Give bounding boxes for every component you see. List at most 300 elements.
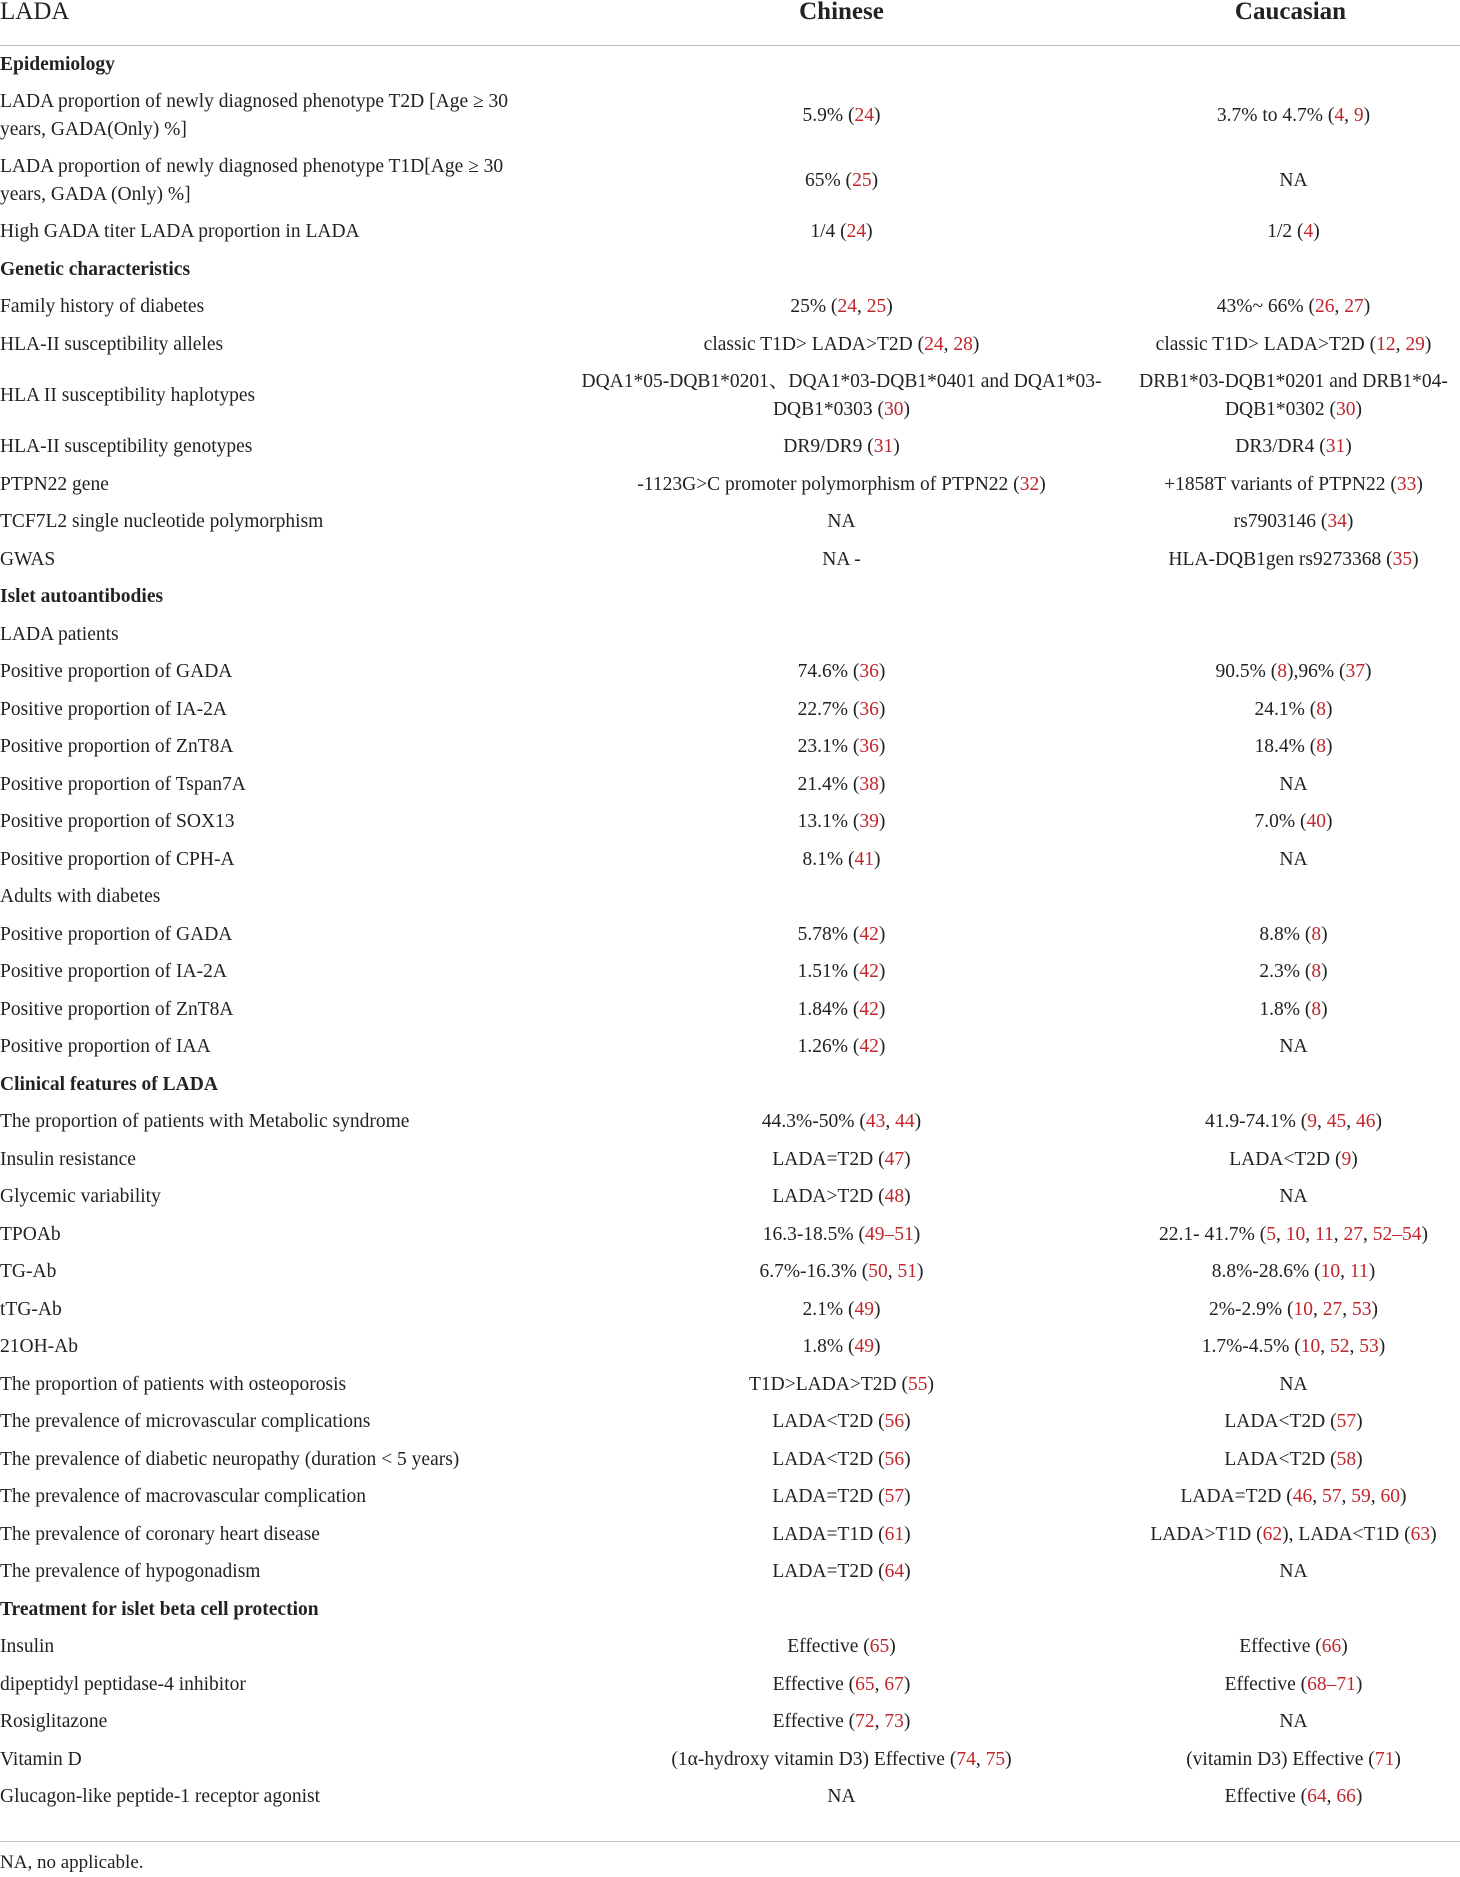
reference-link[interactable]: 27 — [1343, 1223, 1363, 1245]
value-text: ) — [1364, 661, 1372, 683]
reference-link[interactable]: 52 — [1330, 1336, 1350, 1358]
header-row — [0, 0, 1460, 46]
chinese-value — [562, 1404, 1121, 1442]
row-label: LADA proportion of newly diagnosed phenotype T2D [Age ≥ 30 years, GADA(Only) %] — [0, 91, 509, 140]
reference-link[interactable]: 4 — [1334, 105, 1345, 126]
chinese-value — [562, 1179, 1121, 1217]
reference-link[interactable]: 31 — [873, 436, 894, 458]
value-text: ) — [1341, 1636, 1348, 1658]
table-row — [0, 364, 1460, 429]
reference-link[interactable]: 50 — [868, 1261, 888, 1283]
row-label: Vitamin D — [0, 1748, 82, 1770]
chinese-value — [562, 149, 1121, 214]
table-row — [0, 1329, 1460, 1367]
chinese-value — [562, 841, 1121, 879]
value-text: , — [885, 1111, 896, 1133]
value-text: 23.1% ( — [797, 736, 860, 758]
value-text: ) — [904, 1486, 911, 1508]
reference-link[interactable]: 53 — [1351, 1298, 1372, 1320]
reference-link[interactable]: 24 — [837, 296, 857, 318]
section-heading: Islet autoantibodies — [0, 586, 164, 608]
table-body — [0, 46, 1460, 1817]
row-label: Positive proportion of IA-2A — [0, 961, 227, 983]
reference-link[interactable]: 33 — [1396, 473, 1417, 495]
caucasian-value — [1121, 1104, 1460, 1142]
reference-link[interactable]: 68–71 — [1307, 1673, 1356, 1695]
chinese-value — [562, 1104, 1121, 1142]
row-label: Glycemic variability — [0, 1186, 161, 1208]
value-text: Effective ( — [772, 1673, 856, 1695]
reference-link[interactable]: 31 — [1325, 436, 1346, 458]
header-lada: LADA — [0, 0, 562, 46]
value-text: ) — [914, 1111, 922, 1133]
value-text: LADA>T1D ( — [1150, 1523, 1263, 1545]
reference-link[interactable]: 11 — [1349, 1261, 1369, 1283]
value-text: 1.8% ( — [802, 1336, 855, 1358]
reference-link[interactable]: 64 — [1307, 1786, 1327, 1808]
reference-link[interactable]: 57 — [1336, 1411, 1357, 1433]
chinese-value — [562, 1741, 1121, 1779]
reference-link[interactable]: 32 — [1019, 473, 1040, 495]
reference-link[interactable]: 30 — [1336, 399, 1356, 420]
value-text: ) — [878, 736, 886, 758]
section-heading: Treatment for islet beta cell protection — [0, 1598, 319, 1620]
value-text: ) — [903, 1673, 911, 1695]
chinese-value — [562, 1029, 1121, 1067]
value-text: NA — [1279, 848, 1308, 870]
value-text: ) — [1355, 1673, 1363, 1695]
row-label: Glucagon-like peptide-1 receptor agonist — [0, 1786, 321, 1808]
value-text: (vitamin D3) Effective ( — [1186, 1748, 1375, 1770]
reference-link[interactable]: 49 — [854, 1298, 874, 1320]
value-text: ) — [878, 1036, 886, 1058]
reference-link[interactable]: 8 — [1311, 998, 1322, 1020]
value-text: classic T1D> LADA>T2D ( — [1155, 333, 1377, 355]
value-text: ) — [904, 1448, 911, 1470]
reference-link[interactable]: 72 — [855, 1711, 875, 1733]
reference-link[interactable]: 36 — [859, 698, 879, 720]
reference-link[interactable]: 12 — [1376, 333, 1396, 355]
value-text: rs7903146 ( — [1233, 511, 1328, 533]
value-text: 22.7% ( — [797, 698, 860, 720]
table-footnote: NA, no applicable. — [0, 1852, 144, 1873]
table-row — [0, 149, 1460, 214]
chinese-value — [562, 1141, 1121, 1179]
value-text: DQA1*05-DQB1*0201、DQA1*03-DQB1*0401 and DQA1*03-DQB1*0303 ( — [581, 371, 1102, 420]
reference-link[interactable]: 9 — [1341, 1148, 1352, 1170]
reference-link[interactable]: 42 — [859, 923, 879, 945]
reference-link[interactable]: 10 — [1320, 1261, 1341, 1283]
reference-link[interactable]: 47 — [884, 1148, 905, 1170]
table-row — [0, 1179, 1460, 1217]
row-label: Insulin resistance — [0, 1148, 136, 1170]
reference-link[interactable]: 53 — [1359, 1336, 1379, 1358]
reference-link[interactable]: 58 — [1336, 1448, 1357, 1470]
reference-link[interactable]: 4 — [1303, 221, 1314, 243]
value-text: ) — [903, 1711, 911, 1733]
reference-link[interactable]: 25 — [866, 296, 887, 318]
row-label: Positive proportion of ZnT8A — [0, 998, 234, 1020]
reference-link[interactable]: 10 — [1293, 1298, 1313, 1320]
chinese-value — [562, 1704, 1121, 1742]
table-row — [0, 1479, 1460, 1517]
reference-link[interactable]: 24 — [924, 333, 944, 355]
header-chinese: Chinese — [562, 0, 1121, 46]
value-text: DR3/DR4 ( — [1235, 436, 1326, 458]
reference-link[interactable]: 5 — [1266, 1223, 1276, 1245]
subgroup-row — [0, 616, 1460, 654]
value-text: -1123G>C promoter polymorphism of PTPN22 ( — [637, 473, 1020, 495]
value-text: classic T1D> LADA>T2D ( — [703, 333, 925, 355]
row-label: dipeptidyl peptidase-4 inhibitor — [0, 1673, 246, 1695]
reference-link[interactable]: 28 — [953, 333, 973, 355]
reference-link[interactable]: 41 — [854, 848, 874, 870]
value-text: NA — [1279, 1186, 1308, 1208]
table-row — [0, 1441, 1460, 1479]
value-text: , — [1363, 1223, 1373, 1245]
value-text: LADA=T1D ( — [772, 1523, 885, 1545]
value-text: , — [943, 333, 954, 355]
value-text: NA — [1279, 170, 1308, 191]
value-text: 2%-2.9% ( — [1209, 1298, 1294, 1320]
reference-link[interactable]: 60 — [1380, 1486, 1401, 1508]
value-text: ) — [1378, 1336, 1386, 1358]
caucasian-value — [1121, 841, 1460, 879]
value-text: 21.4% ( — [797, 773, 860, 795]
caucasian-value — [1121, 1179, 1460, 1217]
value-text: 7.0% ( — [1254, 811, 1307, 833]
value-text: 1/4 ( — [810, 221, 847, 243]
value-text: LADA>T2D ( — [772, 1186, 885, 1208]
value-text: ) — [866, 221, 873, 243]
reference-link[interactable]: 27 — [1344, 296, 1364, 318]
chinese-value — [562, 1479, 1121, 1517]
reference-link[interactable]: 38 — [859, 773, 879, 795]
reference-link[interactable]: 24 — [854, 105, 874, 126]
chinese-value — [562, 1779, 1121, 1817]
value-text: ) — [1039, 473, 1046, 495]
value-text: LADA=T2D ( — [772, 1486, 885, 1508]
value-text: ) — [1355, 1786, 1363, 1808]
value-text: ) — [1356, 1411, 1363, 1433]
caucasian-value — [1121, 1141, 1460, 1179]
value-text: 44.3%-50% ( — [761, 1111, 866, 1133]
caucasian-value — [1121, 1404, 1460, 1442]
reference-link[interactable]: 64 — [884, 1561, 905, 1583]
value-text: 41.9-74.1% ( — [1204, 1111, 1308, 1133]
reference-link[interactable]: 35 — [1392, 548, 1413, 570]
value-text: 1.51% ( — [797, 961, 860, 983]
caucasian-value — [1121, 1629, 1460, 1667]
reference-link[interactable]: 55 — [908, 1373, 928, 1395]
value-text: 18.4% ( — [1254, 736, 1317, 758]
reference-link[interactable]: 44 — [895, 1111, 915, 1133]
value-text: 1/2 ( — [1267, 221, 1304, 243]
reference-link[interactable]: 65 — [855, 1673, 875, 1695]
value-text: ) — [878, 998, 886, 1020]
value-text: NA — [1279, 1561, 1308, 1583]
table-row — [0, 84, 1460, 149]
caucasian-value — [1121, 504, 1460, 542]
value-text: ) — [1321, 961, 1328, 983]
reference-link[interactable]: 48 — [884, 1186, 905, 1208]
reference-link[interactable]: 36 — [859, 736, 879, 758]
chinese-value — [562, 1366, 1121, 1404]
reference-link[interactable]: 34 — [1327, 511, 1347, 533]
value-text: ) — [917, 1261, 924, 1283]
table-row — [0, 1516, 1460, 1554]
value-text: ) — [913, 1223, 921, 1245]
reference-link[interactable]: 11 — [1314, 1223, 1334, 1245]
row-label: Insulin — [0, 1636, 55, 1658]
value-text: , — [887, 1261, 898, 1283]
value-text: ) — [874, 1336, 881, 1358]
row-label: HLA II susceptibility haplotypes — [0, 385, 256, 406]
chinese-value — [562, 1666, 1121, 1704]
reference-link[interactable]: 71 — [1374, 1748, 1395, 1770]
table-row — [0, 804, 1460, 842]
value-text: Effective ( — [1239, 1636, 1322, 1658]
caucasian-value — [1121, 214, 1460, 252]
value-text: 74.6% ( — [797, 661, 860, 683]
table-row — [0, 991, 1460, 1029]
value-text: 2.3% ( — [1259, 961, 1312, 983]
value-text: ) — [927, 1373, 934, 1395]
reference-link[interactable]: 57 — [1322, 1486, 1342, 1508]
value-text: ) — [893, 436, 900, 458]
reference-link[interactable]: 56 — [884, 1411, 905, 1433]
caucasian-value — [1121, 1216, 1460, 1254]
table-row — [0, 766, 1460, 804]
value-text: ) — [1363, 105, 1371, 126]
reference-link[interactable]: 52–54 — [1372, 1223, 1422, 1245]
reference-link[interactable]: 46 — [1356, 1111, 1376, 1133]
table-row — [0, 1254, 1460, 1292]
chinese-value — [562, 504, 1121, 542]
value-text: HLA-DQB1gen rs9273368 ( — [1168, 548, 1393, 570]
reference-link[interactable]: 49 — [854, 1336, 874, 1358]
value-text: ) — [904, 1148, 911, 1170]
caucasian-value — [1121, 1366, 1460, 1404]
reference-link[interactable]: 45 — [1326, 1111, 1347, 1133]
table-row — [0, 1779, 1460, 1817]
value-text: 6.7%-16.3% ( — [759, 1261, 869, 1283]
reference-link[interactable]: 65 — [869, 1636, 890, 1658]
reference-link[interactable]: 36 — [859, 661, 879, 683]
reference-link[interactable]: 43 — [865, 1111, 886, 1133]
reference-link[interactable]: 66 — [1321, 1636, 1342, 1658]
table-row — [0, 691, 1460, 729]
value-text: LADA<T2D ( — [1224, 1448, 1337, 1470]
reference-link[interactable]: 56 — [884, 1448, 905, 1470]
value-text: 24.1% ( — [1254, 698, 1317, 720]
value-text: ) — [874, 848, 881, 870]
value-text: ) — [904, 1523, 911, 1545]
caucasian-value — [1121, 364, 1460, 429]
chinese-value — [562, 84, 1121, 149]
value-text: , — [874, 1673, 885, 1695]
caucasian-value — [1121, 326, 1460, 364]
table-row — [0, 654, 1460, 692]
value-text: , — [1370, 1486, 1381, 1508]
value-text: LADA=T2D ( — [772, 1148, 885, 1170]
reference-link[interactable]: 66 — [1336, 1786, 1356, 1808]
row-label: LADA proportion of newly diagnosed phenotype T1D[Age ≥ 30 years, GADA (Only) %] — [0, 156, 504, 205]
reference-link[interactable]: 73 — [884, 1711, 904, 1733]
reference-link[interactable]: 57 — [884, 1486, 905, 1508]
table-row — [0, 1554, 1460, 1592]
table-row — [0, 1104, 1460, 1142]
value-text: ) — [1430, 1523, 1437, 1545]
row-label: Positive proportion of CPH-A — [0, 848, 235, 870]
chinese-value — [562, 1554, 1121, 1592]
value-text: 25% ( — [790, 296, 838, 318]
row-label: GWAS — [0, 548, 56, 570]
chinese-value — [562, 804, 1121, 842]
table-row — [0, 1704, 1460, 1742]
value-text: 3.7% to 4.7% ( — [1216, 105, 1335, 126]
reference-link[interactable]: 8 — [1277, 661, 1287, 683]
value-text: 43%~ 66% ( — [1216, 296, 1316, 318]
value-text: 1.26% ( — [797, 1036, 860, 1058]
value-text: Effective ( — [787, 1636, 870, 1658]
reference-link[interactable]: 27 — [1322, 1298, 1343, 1320]
reference-link[interactable]: 40 — [1306, 811, 1326, 833]
reference-link[interactable]: 37 — [1345, 661, 1365, 683]
caucasian-value — [1121, 991, 1460, 1029]
value-text: ) — [904, 1411, 911, 1433]
reference-link[interactable]: 24 — [846, 221, 867, 243]
value-text: (1α-hydroxy vitamin D3) Effective ( — [671, 1748, 957, 1770]
table-row — [0, 954, 1460, 992]
value-text: , — [1349, 1336, 1360, 1358]
value-text: ) — [904, 1186, 911, 1208]
section-row — [0, 251, 1460, 289]
caucasian-value — [1121, 1441, 1460, 1479]
reference-link[interactable]: 9 — [1353, 105, 1364, 126]
reference-link[interactable]: 29 — [1405, 333, 1425, 355]
row-label: The prevalence of diabetic neuropathy (duration < 5 years) — [0, 1448, 460, 1470]
value-text: ) — [871, 170, 879, 191]
value-text: ) — [1371, 1298, 1378, 1320]
value-text: , — [1333, 1223, 1344, 1245]
reference-link[interactable]: 51 — [897, 1261, 918, 1283]
value-text: , — [1344, 105, 1354, 126]
caucasian-value — [1121, 84, 1460, 149]
value-text: DRB1*03-DQB1*0201 and DRB1*04-DQB1*0302 ( — [1139, 371, 1448, 420]
value-text: NA — [1279, 773, 1308, 795]
row-label: tTG-Ab — [0, 1298, 62, 1320]
value-text: LADA<T2D ( — [1229, 1148, 1342, 1170]
row-label: High GADA titer LADA proportion in LADA — [0, 221, 360, 243]
reference-link[interactable]: 8 — [1311, 923, 1322, 945]
value-text: 1.84% ( — [797, 998, 860, 1020]
value-text: ) — [1326, 811, 1333, 833]
reference-link[interactable]: 63 — [1410, 1523, 1431, 1545]
reference-link[interactable]: 67 — [884, 1673, 904, 1695]
caucasian-value — [1121, 289, 1460, 327]
value-text: 2.1% ( — [802, 1298, 855, 1320]
reference-link[interactable]: 59 — [1351, 1486, 1371, 1508]
table-row — [0, 289, 1460, 327]
caucasian-value — [1121, 1554, 1460, 1592]
value-text: 1.8% ( — [1259, 998, 1312, 1020]
reference-link[interactable]: 8 — [1311, 961, 1322, 983]
reference-link[interactable]: 61 — [884, 1523, 905, 1545]
reference-link[interactable]: 42 — [859, 961, 879, 983]
reference-link[interactable]: 30 — [884, 399, 904, 420]
value-text: ) — [1326, 698, 1333, 720]
reference-link[interactable]: 39 — [859, 811, 879, 833]
chinese-value — [562, 654, 1121, 692]
reference-link[interactable]: 74 — [956, 1748, 976, 1770]
reference-link[interactable]: 49–51 — [865, 1223, 914, 1245]
value-text: ) — [1375, 1111, 1383, 1133]
reference-link[interactable]: 62 — [1262, 1523, 1283, 1545]
value-text: NA — [1279, 1711, 1308, 1733]
reference-link[interactable]: 8 — [1316, 698, 1326, 720]
row-label: The proportion of patients with osteoporosis — [0, 1373, 347, 1395]
row-label: The prevalence of macrovascular complication — [0, 1486, 366, 1508]
value-text: NA — [827, 511, 856, 533]
value-text: , — [1312, 1298, 1323, 1320]
reference-link[interactable]: 10 — [1300, 1336, 1321, 1358]
table-row — [0, 1291, 1460, 1329]
caucasian-value — [1121, 1779, 1460, 1817]
caucasian-value — [1121, 1291, 1460, 1329]
footer-rule — [0, 1841, 1460, 1842]
reference-link[interactable]: 42 — [859, 1036, 879, 1058]
reference-link[interactable]: 46 — [1292, 1486, 1313, 1508]
reference-link[interactable]: 75 — [985, 1748, 1006, 1770]
reference-link[interactable]: 42 — [859, 998, 879, 1020]
chinese-value — [562, 954, 1121, 992]
row-label: Positive proportion of Tspan7A — [0, 773, 246, 795]
value-text: , — [1305, 1223, 1315, 1245]
value-text: , — [1334, 296, 1345, 318]
caucasian-value — [1121, 954, 1460, 992]
value-text: ) — [878, 661, 886, 683]
value-text: ) — [1421, 1223, 1428, 1245]
caucasian-value — [1121, 766, 1460, 804]
value-text: Effective ( — [1224, 1673, 1308, 1695]
value-text: ) — [1313, 221, 1320, 243]
reference-link[interactable]: 25 — [852, 170, 872, 191]
value-text: ) — [1326, 736, 1333, 758]
caucasian-value — [1121, 916, 1460, 954]
chinese-value — [562, 691, 1121, 729]
subgroup-row — [0, 879, 1460, 917]
reference-link[interactable]: 26 — [1315, 296, 1335, 318]
row-label: TG-Ab — [0, 1261, 57, 1283]
value-text: LADA<T2D ( — [1224, 1411, 1337, 1433]
caucasian-value — [1121, 1741, 1460, 1779]
row-label: HLA-II susceptibility genotypes — [0, 436, 253, 458]
value-text: ) — [1346, 511, 1354, 533]
reference-link[interactable]: 10 — [1285, 1223, 1306, 1245]
reference-link[interactable]: 8 — [1316, 736, 1326, 758]
section-row — [0, 46, 1460, 84]
caucasian-value — [1121, 466, 1460, 504]
value-text: ) — [878, 773, 886, 795]
value-text: ) — [903, 399, 911, 420]
value-text: , — [1340, 1261, 1350, 1283]
table-row — [0, 729, 1460, 767]
table-row — [0, 1741, 1460, 1779]
section-heading: Clinical features of LADA — [0, 1073, 218, 1095]
reference-link[interactable]: 9 — [1307, 1111, 1318, 1133]
value-text: ) — [1400, 1486, 1407, 1508]
